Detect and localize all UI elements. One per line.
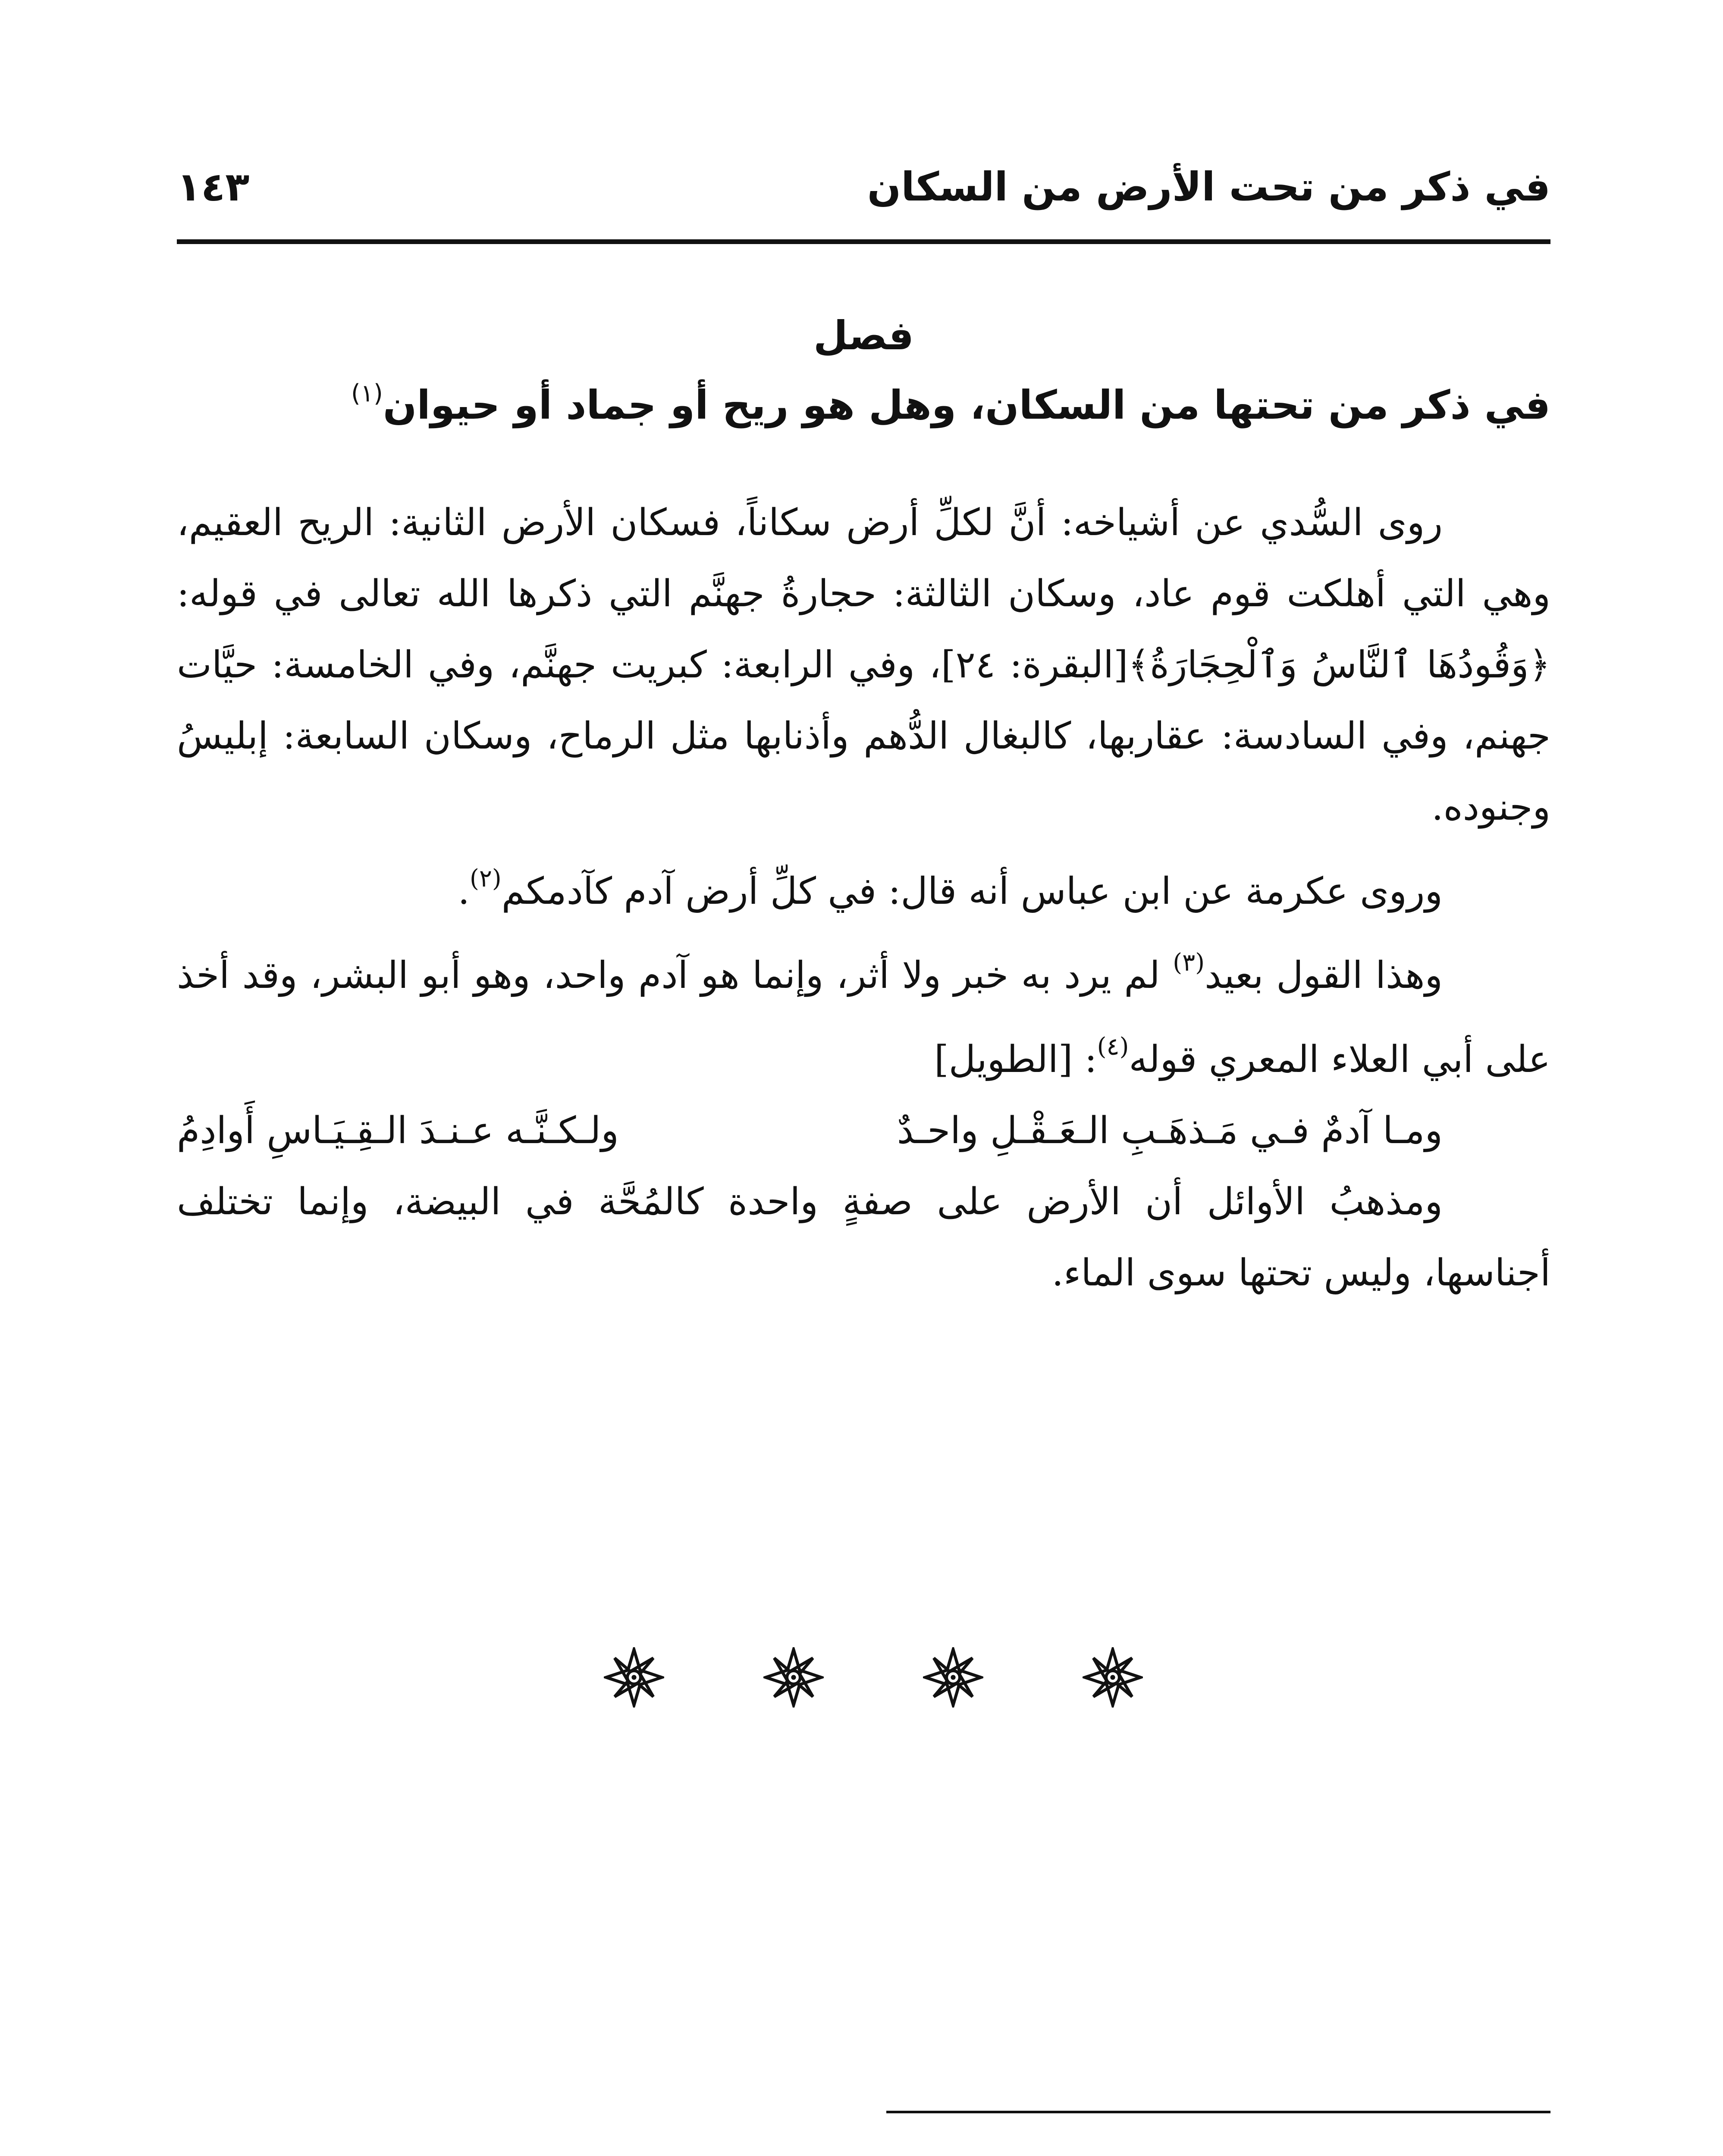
footnote-marker: (٤) [1097,1033,1129,1061]
footnote-marker: (١) [351,379,383,407]
ornament-row [604,1647,1143,1716]
running-header [177,160,1550,224]
running-title: في ذكر من تحت الأرض من السكان [867,164,1550,210]
section-title-text: في ذكر من تحتها من السكان، وهل هو ريح أو جماد أو حيوان [383,382,1550,428]
paragraph-3-text-a: وهذا القول بعيد [1205,954,1443,997]
paragraph-3 [177,927,1550,1095]
header-rule [177,239,1550,244]
paragraph-4: ومذهبُ الأوائل أن الأرض على صفةٍ واحدة كالمُحَّة في البيضة، وإنما تختلف أجناسها، وليس تحتها سوى الماء. [177,1180,1550,1294]
poetic-meter: [الطويل] [934,1038,1073,1081]
flower-ornament-icon [604,1647,664,1708]
paragraph-3-text-c: : [1073,1038,1097,1081]
footnote-1 [177,2152,1550,2156]
verse-second-hemistich: ولـكـنَّـه عـنـدَ الـقِـيَـاسِ أَوادِمُ [177,1109,619,1152]
section-title [177,379,1550,428]
footnotes [177,2152,1550,2156]
verse-first-hemistich: ومـا آدمٌ فـي مَـذهَـبِ الـعَـقْـلِ واحـدٌ [897,1109,1443,1152]
paragraph-2 [177,843,1550,927]
paragraph-2-text: وروى عكرمة عن ابن عباس أنه قال: في كلِّ أرض آدم كآدمكم [501,870,1443,913]
page-number: ١٤٣ [177,164,250,210]
footnote-marker: (٢) [469,865,502,893]
verse-line [177,1095,1550,1166]
section-label: فصل [813,313,914,359]
flower-ornament-icon [923,1647,983,1708]
paragraph-2-end: . [458,870,470,913]
footnote-marker: (٣) [1173,949,1205,977]
footnote-rule [886,2111,1550,2113]
flower-ornament-icon [1083,1647,1143,1708]
paragraph-1: روى السُّدي عن أشياخه: أنَّ لكلِّ أرض سكاناً، فسكان الأرض الثانية: الريح العقيم، وهي التي أهلكت قوم عاد، وسكان الثالثة: حجارةُ جهنَّم التي ذكرها الله تعالى في قوله: ﴿وَقُودُهَا ٱلنَّاسُ وَٱلْحِجَارَةُ﴾[البقرة: ٢٤]، وفي الرابعة: كبريت جهنَّم، وفي الخامسة: حيَّات جهنم، وفي السادسة: عقاربها، كالبغال الدُّهم وأذنابها مثل الرماح، وسكان السابعة: إبليسُ وجنوده. [177,501,1550,829]
paragraph-3-text-b: لم يرد به خبر ولا أثر، وإنما هو آدم واحد، وهو أبو البشر، وقد أخذ على أبي العلاء المعري قوله [177,954,1550,1081]
flower-ornament-icon [763,1647,824,1708]
body-text [177,487,1550,1309]
